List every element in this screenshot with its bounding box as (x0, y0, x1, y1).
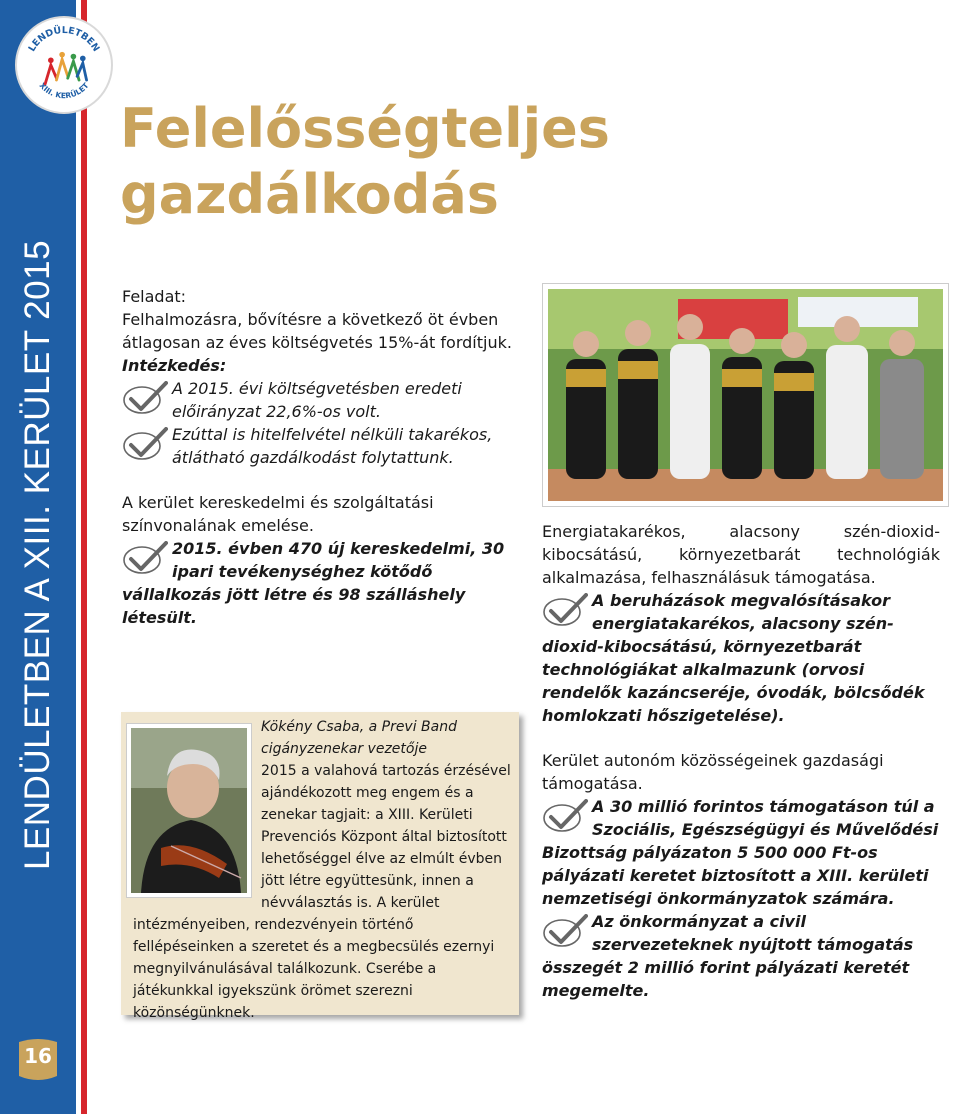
check-icon (122, 541, 168, 575)
folk-dancers-photo (543, 284, 948, 506)
logo-emblem-icon (17, 18, 111, 112)
commerce-item: 2015. évben 470 új kereskedelmi, 30 ipari tevékenységhez kötődő vállalkozás jött létre és 98 szálláshely létesült. (122, 539, 505, 627)
sidebar-vertical-title: LENDÜLETBEN A XIII. KERÜLET 2015 (18, 239, 57, 871)
violinist-photo (127, 724, 251, 897)
measures-label: Intézkedés: (122, 356, 227, 375)
logo-bottom-text: XIII. KERÜLET (37, 81, 91, 101)
task-label: Feladat: (122, 287, 187, 306)
right-column (542, 520, 940, 1002)
title-line-2: gazdálkodás (120, 163, 499, 226)
check-icon (542, 799, 588, 833)
communities-item-2: Az önkormányzat a civil szervezeteknek nyújtott támogatás összegét 2 millió forint pályázati keretét megemelte. (542, 912, 914, 1000)
section-commerce-heading: A kerület kereskedelmi és szolgáltatási színvonalának emelése. (122, 493, 434, 535)
left-column (122, 285, 520, 629)
section-communities-heading: Kerület autonóm közösségeinek gazdasági támogatása. (542, 751, 884, 793)
section-energy-heading: Energiatakarékos, alacsony szén-dioxid-kibocsátású, környezetbarát technológiák alkalmazása, felhasználásuk támogatása. (542, 522, 940, 587)
quote-author: Kökény Csaba, a Previ Band cigányzenekar vezetője (261, 719, 457, 757)
task-text: Felhalmozásra, bővítésre a következő öt évben átlagosan az éves költségvetés 15%-át fordítjuk. (122, 310, 512, 352)
logo-top-text: LENDÜLETBEN (26, 24, 102, 54)
communities-item-1: A 30 millió forintos támogatáson túl a Szociális, Egészségügyi és Művelődési Bizottság pályázaton 5 500 000 Ft-os pályázati keretet biztosított a XIII. kerületi nemzetiségi önkormányzatok számára. (542, 797, 939, 908)
energy-item: A beruházások megvalósításakor energiatakarékos, alacsony szén-dioxid-kibocsátású, környezetbarát technológiákat alkalmazunk (orvosi rendelők kazáncseréje, óvodák, bölcsődék homlokzati hőszigetelése). (542, 591, 925, 725)
quote-box (121, 712, 519, 1021)
page-title (120, 96, 760, 228)
measure-item-1: A 2015. évi költségvetésben eredeti előirányzat 22,6%-os volt. (122, 377, 520, 423)
title-line-1: Felelősségteljes (120, 97, 610, 160)
sidebar-stripe-red (81, 0, 87, 1114)
page-number-badge (17, 1036, 59, 1084)
check-icon (122, 427, 168, 461)
quote-body: 2015 a valahová tartozás érzésével ajándékozott meg engem és a zenekar tagjait: a XIII. Kerületi Prevenciós Központ által biztosított lehetőséggel élve az elmúlt évben jött létre együttesünk, innen a névválasztás is. A kerület intézményeiben, rendezvényein történő fellépéseinken a szeretet és a megbecsülés ezernyi megnyilvánulásával találkozunk. Cserébe a játékunkkal igyekszünk örömet szerezni közönségünknek. (133, 763, 511, 1021)
svg-text:LENDÜLETBEN (26, 25, 101, 54)
check-icon (122, 381, 168, 415)
check-icon (542, 914, 588, 948)
measure-item-2: Ezúttal is hitelfelvétel nélküli takarékos, átlátható gazdálkodást folytattunk. (122, 423, 520, 469)
check-icon (542, 593, 588, 627)
district-logo (15, 16, 113, 114)
page-number: 16 (24, 1044, 52, 1068)
